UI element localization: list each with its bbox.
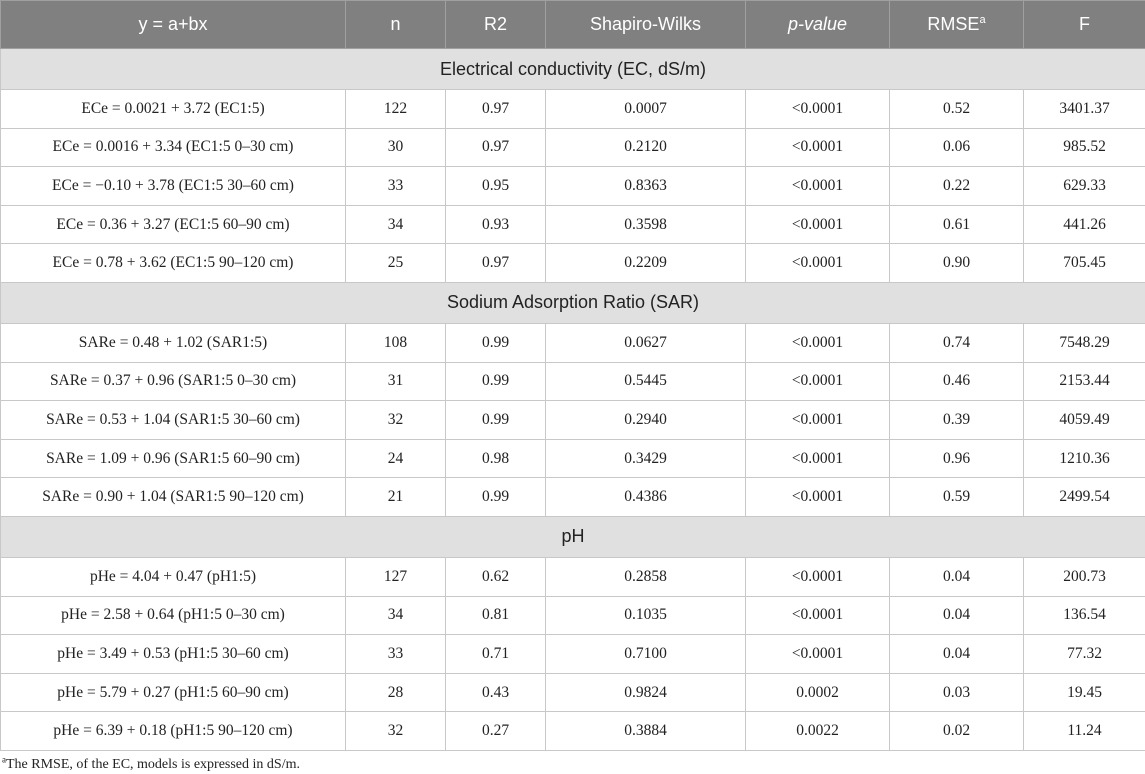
cell-r2: 0.62 [446,557,546,596]
cell-equation: pHe = 4.04 + 0.47 (pH1:5) [1,557,346,596]
cell-r2: 0.27 [446,712,546,751]
header-rmse [890,1,1024,49]
cell-p-value: 0.0002 [746,673,890,712]
cell-equation: SARe = 0.37 + 0.96 (SAR1:5 0–30 cm) [1,362,346,401]
cell-n: 108 [346,323,446,362]
cell-shapiro-wilks: 0.0627 [546,323,746,362]
cell-r2: 0.81 [446,596,546,635]
cell-shapiro-wilks: 0.4386 [546,478,746,517]
table-row [1,712,1145,751]
cell-r2: 0.71 [446,635,546,674]
cell-n: 25 [346,244,446,283]
cell-f: 705.45 [1024,244,1145,283]
table-body [1,49,1145,751]
cell-n: 33 [346,635,446,674]
cell-equation: SARe = 1.09 + 0.96 (SAR1:5 60–90 cm) [1,439,346,478]
cell-n: 127 [346,557,446,596]
header-n: n [346,1,446,49]
cell-equation: ECe = 0.0021 + 3.72 (EC1:5) [1,90,346,129]
cell-equation: SARe = 0.53 + 1.04 (SAR1:5 30–60 cm) [1,401,346,440]
cell-shapiro-wilks: 0.0007 [546,90,746,129]
cell-r2: 0.93 [446,205,546,244]
cell-r2: 0.97 [446,244,546,283]
cell-shapiro-wilks: 0.2209 [546,244,746,283]
cell-p-value: <0.0001 [746,596,890,635]
table-row [1,90,1145,129]
cell-equation: ECe = 0.36 + 3.27 (EC1:5 60–90 cm) [1,205,346,244]
header-rmse-label: RMSE [927,14,980,34]
cell-shapiro-wilks: 0.2120 [546,128,746,167]
cell-equation: pHe = 2.58 + 0.64 (pH1:5 0–30 cm) [1,596,346,635]
footnote-text: The RMSE, of the EC, models is expressed in dS/m. [6,757,300,772]
table-header [1,1,1145,49]
header-f: F [1024,1,1145,49]
cell-p-value: <0.0001 [746,323,890,362]
cell-p-value: <0.0001 [746,244,890,283]
cell-rmse: 0.22 [890,167,1024,206]
table-row [1,323,1145,362]
header-p-value-label: p-value [787,14,848,34]
cell-p-value: <0.0001 [746,167,890,206]
cell-n: 28 [346,673,446,712]
cell-n: 30 [346,128,446,167]
cell-equation: pHe = 6.39 + 0.18 (pH1:5 90–120 cm) [1,712,346,751]
cell-f: 2499.54 [1024,478,1145,517]
cell-r2: 0.99 [446,362,546,401]
cell-n: 32 [346,401,446,440]
cell-p-value: <0.0001 [746,205,890,244]
table-row [1,673,1145,712]
cell-f: 985.52 [1024,128,1145,167]
table-row [1,401,1145,440]
cell-rmse: 0.02 [890,712,1024,751]
cell-rmse: 0.90 [890,244,1024,283]
cell-shapiro-wilks: 0.8363 [546,167,746,206]
cell-equation: pHe = 3.49 + 0.53 (pH1:5 30–60 cm) [1,635,346,674]
cell-rmse: 0.04 [890,596,1024,635]
header-r2: R2 [446,1,546,49]
cell-rmse: 0.74 [890,323,1024,362]
cell-equation: pHe = 5.79 + 0.27 (pH1:5 60–90 cm) [1,673,346,712]
cell-r2: 0.99 [446,478,546,517]
section-title: pH [1,516,1145,557]
cell-p-value: <0.0001 [746,557,890,596]
cell-f: 629.33 [1024,167,1145,206]
header-p-value [746,1,890,49]
header-equation: y = a+bx [1,1,346,49]
table-row [1,596,1145,635]
cell-f: 77.32 [1024,635,1145,674]
table-row [1,439,1145,478]
cell-f: 1210.36 [1024,439,1145,478]
cell-p-value: <0.0001 [746,90,890,129]
cell-rmse: 0.04 [890,557,1024,596]
cell-n: 33 [346,167,446,206]
cell-equation: ECe = 0.78 + 3.62 (EC1:5 90–120 cm) [1,244,346,283]
cell-p-value: <0.0001 [746,362,890,401]
cell-r2: 0.95 [446,167,546,206]
cell-p-value: <0.0001 [746,401,890,440]
header-rmse-footnote-marker: a [979,14,986,26]
cell-p-value: <0.0001 [746,128,890,167]
cell-rmse: 0.06 [890,128,1024,167]
header-shapiro-wilks: Shapiro-Wilks [546,1,746,49]
cell-n: 34 [346,596,446,635]
cell-equation: SARe = 0.90 + 1.04 (SAR1:5 90–120 cm) [1,478,346,517]
cell-f: 19.45 [1024,673,1145,712]
cell-f: 136.54 [1024,596,1145,635]
cell-rmse: 0.04 [890,635,1024,674]
cell-f: 441.26 [1024,205,1145,244]
cell-f: 4059.49 [1024,401,1145,440]
cell-n: 122 [346,90,446,129]
cell-n: 34 [346,205,446,244]
cell-p-value: 0.0022 [746,712,890,751]
cell-p-value: <0.0001 [746,439,890,478]
cell-f: 3401.37 [1024,90,1145,129]
table-row [1,557,1145,596]
cell-rmse: 0.59 [890,478,1024,517]
cell-p-value: <0.0001 [746,635,890,674]
table-row [1,362,1145,401]
cell-equation: ECe = 0.0016 + 3.34 (EC1:5 0–30 cm) [1,128,346,167]
cell-r2: 0.43 [446,673,546,712]
cell-rmse: 0.03 [890,673,1024,712]
section-row [1,282,1145,323]
cell-rmse: 0.39 [890,401,1024,440]
cell-f: 7548.29 [1024,323,1145,362]
table-row [1,478,1145,517]
section-title: Sodium Adsorption Ratio (SAR) [1,282,1145,323]
cell-shapiro-wilks: 0.5445 [546,362,746,401]
cell-n: 31 [346,362,446,401]
table-row [1,244,1145,283]
cell-shapiro-wilks: 0.1035 [546,596,746,635]
cell-f: 11.24 [1024,712,1145,751]
cell-r2: 0.99 [446,401,546,440]
footnote-marker: a [2,754,6,765]
cell-shapiro-wilks: 0.9824 [546,673,746,712]
cell-f: 200.73 [1024,557,1145,596]
cell-shapiro-wilks: 0.2858 [546,557,746,596]
table-row [1,635,1145,674]
cell-rmse: 0.46 [890,362,1024,401]
cell-shapiro-wilks: 0.2940 [546,401,746,440]
cell-rmse: 0.96 [890,439,1024,478]
section-row [1,49,1145,90]
table-footnote [2,754,300,773]
cell-n: 32 [346,712,446,751]
table-row [1,205,1145,244]
cell-r2: 0.99 [446,323,546,362]
cell-n: 21 [346,478,446,517]
header-row [1,1,1145,49]
cell-f: 2153.44 [1024,362,1145,401]
cell-shapiro-wilks: 0.3598 [546,205,746,244]
cell-r2: 0.98 [446,439,546,478]
cell-r2: 0.97 [446,128,546,167]
cell-p-value: <0.0001 [746,478,890,517]
cell-r2: 0.97 [446,90,546,129]
cell-equation: SARe = 0.48 + 1.02 (SAR1:5) [1,323,346,362]
section-row [1,516,1145,557]
cell-shapiro-wilks: 0.7100 [546,635,746,674]
cell-n: 24 [346,439,446,478]
cell-shapiro-wilks: 0.3884 [546,712,746,751]
cell-equation: ECe = −0.10 + 3.78 (EC1:5 30–60 cm) [1,167,346,206]
cell-shapiro-wilks: 0.3429 [546,439,746,478]
cell-rmse: 0.52 [890,90,1024,129]
section-title: Electrical conductivity (EC, dS/m) [1,49,1145,90]
table-row [1,167,1145,206]
cell-rmse: 0.61 [890,205,1024,244]
table-row [1,128,1145,167]
